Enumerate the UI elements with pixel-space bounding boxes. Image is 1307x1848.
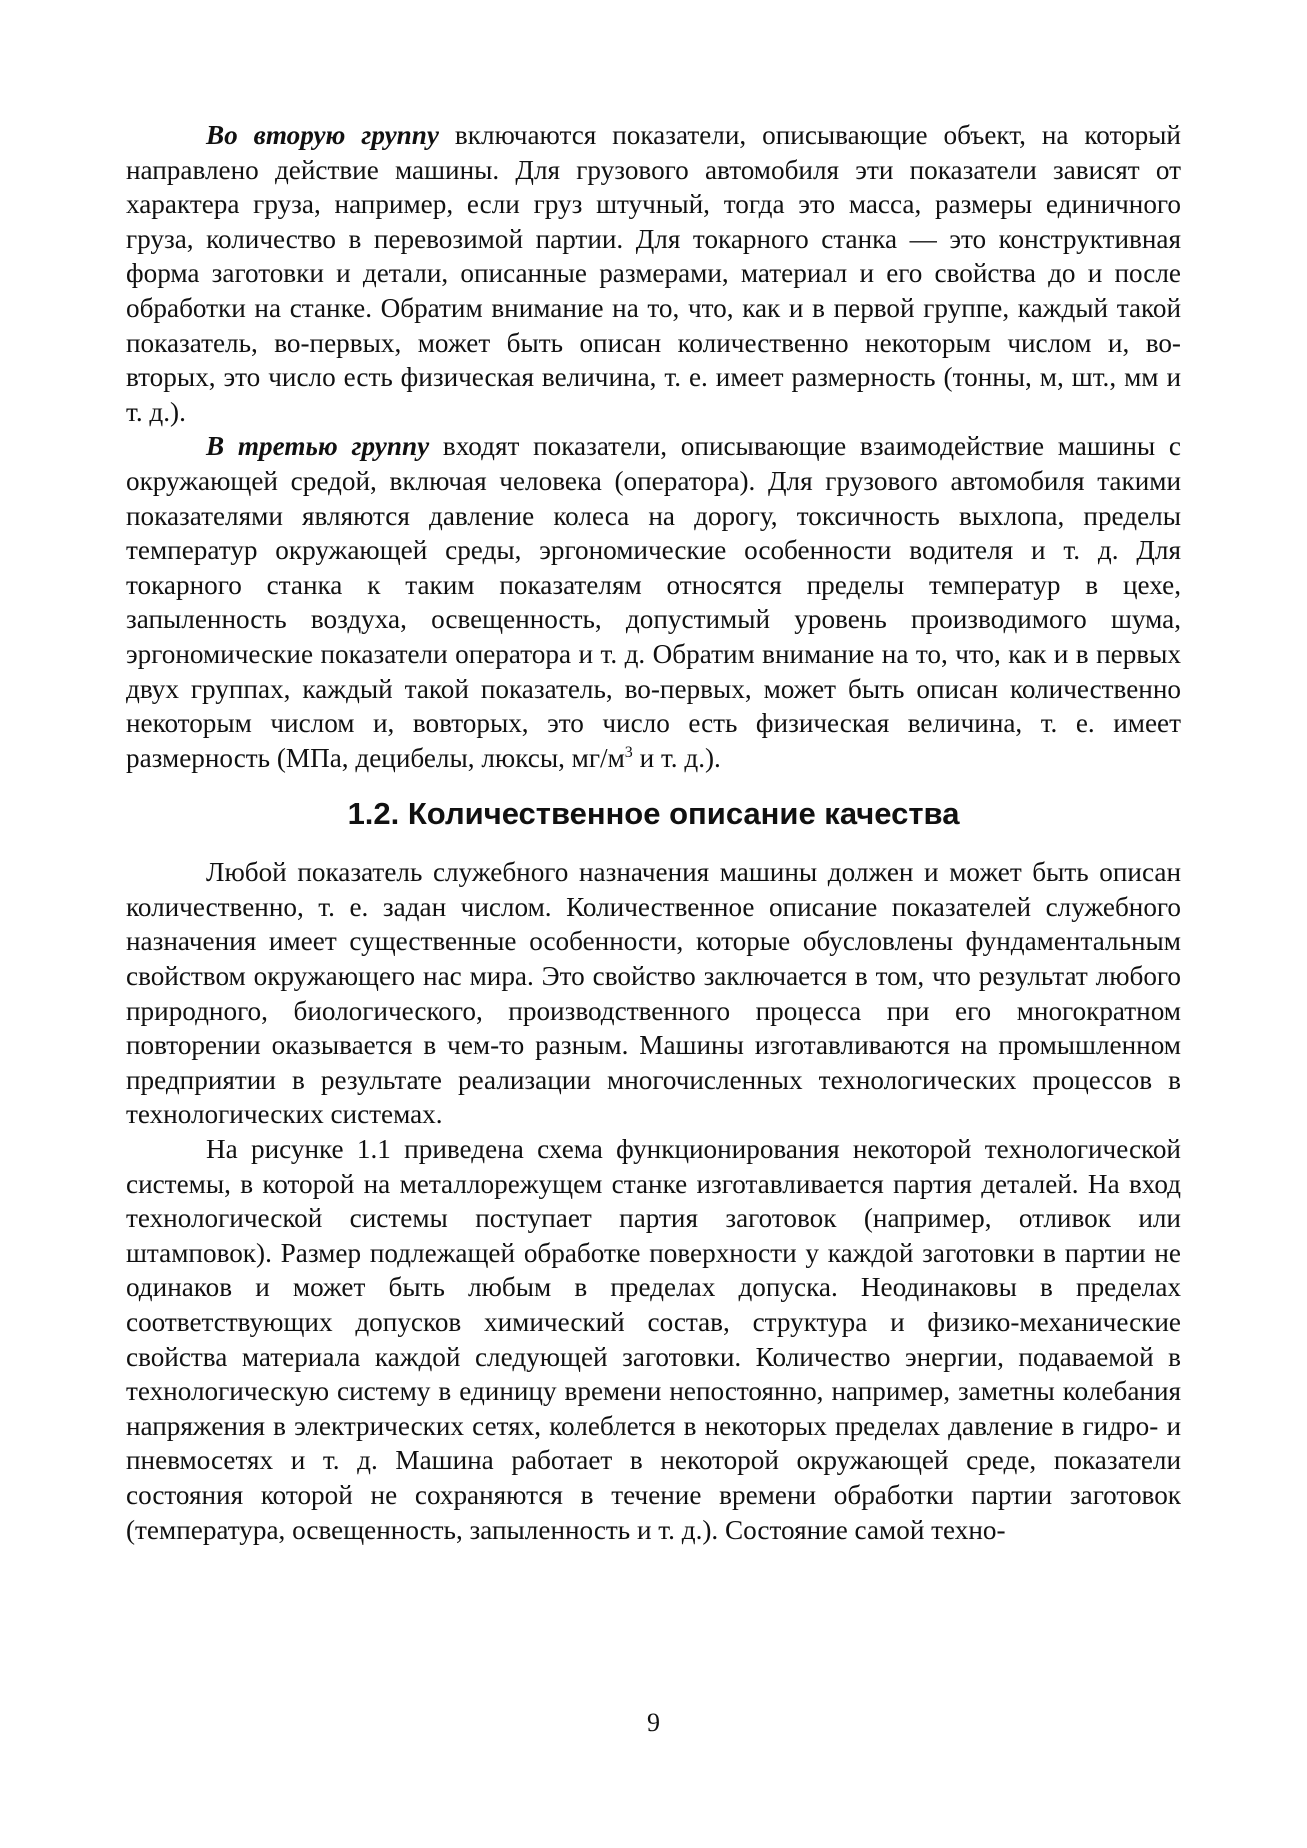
paragraph-quantitative: Любой показатель служебного назначения машины должен и может быть описан количественно, т. е. задан числом. Количественное описание показателей служебного назначения имеет существенные особенности, которые обусловлены фундаментальным свойством окружающего нас мира. Это свойство заключается в том, что результат любого природного, биологического, производственного процесса при его многократном повторении оказывается в чем-то разным. Машины изготавливаются на промышленном предприятии в результате реализации многочисленных технологических процессов в технологических системах. (126, 857, 1181, 1130)
section-heading: 1.2. Количественное описание качества (347, 796, 960, 832)
superscript: 3 (624, 743, 633, 761)
paragraph-second-group (126, 118, 1181, 429)
paragraph-text: включаются показатели, описывающие объект, на который направлено действие машины. Для грузового автомобиля эти показатели зависят от характера груза, например, если груз штучный, тогда это масса, размеры единичного груза, количество в перевозимой партии. Для токарного станка — это конструктивная форма заготовки и детали, описанные размерами, материал и его свойства до и после обработки на станке. Обратим внимание на то, что, как и в первой группе, каждый такой показатель, во-первых, может быть описан количественно некоторым числом и, во-вторых, это число есть физическая величина, т. е. имеет размерность (тонны, м, шт., мм и т. д.). (126, 120, 1181, 427)
page-number: 9 (647, 1708, 660, 1737)
paragraph-text: входят показатели, описывающие взаимодействие машины с окружающей средой, включая человека (оператора). Для грузового автомобиля такими показателями являются давление колеса на дорогу, токсичность выхлопа, пределы температур окружающей среды, эргономические особенности водителя и т. д. Для токарного станка к таким показателям относятся пределы температур в цехе, запыленность воздуха, освещенность, допустимый уровень производимого шума, эргономические показатели оператора и т. д. Обратим внимание на то, что, как и в первых двух группах, каждый такой показатель, во-первых, может быть описан количественно некоторым числом и, вовторых, это число есть физическая величина, т. е. имеет размерность (МПа, децибелы, люксы, мг/м (126, 431, 1181, 773)
paragraph-tail: и т. д.). (632, 742, 721, 773)
page-body (126, 118, 1181, 1547)
paragraph-lead: В третью группу (206, 431, 430, 462)
paragraph-figure-ref: На рисунке 1.1 приведена схема функционирования некоторой технологической системы, в которой на металлорежущем станке изготавливается партия деталей. На вход технологической системы поступает партия заготовок (например, отливок или штамповок). Размер подлежащей обработке поверхности у каждой заготовки в партии не одинаков и может быть любым в пределах допуска. Неодинаковы в пределах соответствующих допусков химический состав, структура и физико-механические свойства материала каждой следующей заготовки. Количество энергии, подаваемой в технологическую систему в единицу времени непостоянно, например, заметны колебания напряжения в электрических сетях, колеблется в некоторых пределах давление в гидро- и пневмосетях и т. д. Машина работает в некоторой окружающей среде, показатели состояния которой не сохраняются в течение времени обработки партии заготовок (температура, освещенность, запыленность и т. д.). Состояние самой техно- (126, 1134, 1181, 1545)
paragraph-lead: Во вторую группу (206, 120, 439, 150)
paragraph-third-group (126, 429, 1181, 775)
